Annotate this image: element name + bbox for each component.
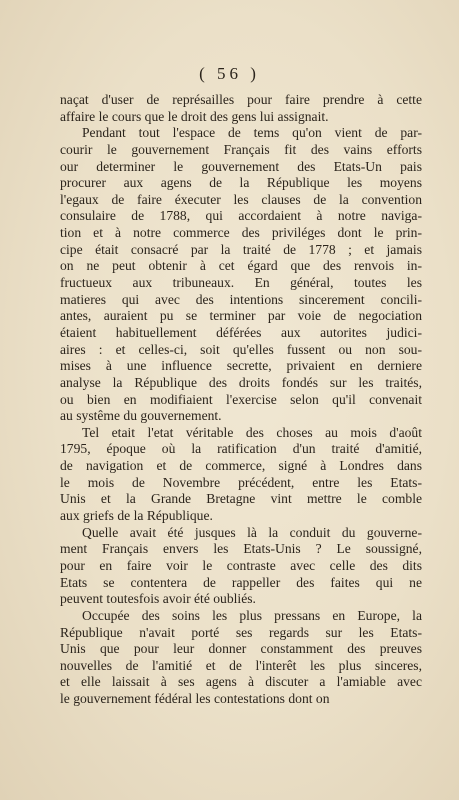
text-line: l'egaux de faire éxecuter les clauses de la convention [60,191,422,207]
text-line: peuvent toutesfois avoir été oubliés. [60,591,256,607]
paragraph [60,425,422,525]
text-line: courir le gouvernement Français fit des vains efforts [60,141,422,157]
text-line: pour en faire voir le contraste avec celle des dits [60,557,422,573]
text-line: République n'avait porté ses regards sur les Etats- [60,624,422,640]
paragraph [60,92,422,125]
text-line: matieres qui avec des intentions sincerement concili- [60,291,422,307]
text-line: tion et à notre commerce des priviléges dont le prin- [60,225,422,241]
text-line: le gouvernement fédéral les contestations dont on [60,691,330,707]
text-line: our determiner le gouvernement des Etats-Un pais [60,158,422,174]
text-line: procurer aux agens de la République les moyens [60,175,422,191]
paragraph [60,125,422,425]
text-line: et elle laissait à ses agens à discuter a l'amiable avec [60,674,422,690]
paragraph [60,525,422,608]
text-line: Quelle avait été jusques là la conduit du gouverne- [82,524,422,540]
text-line: cipe était consacré par la traité de 1778 ; et jamais [60,241,422,257]
text-line: aires : et celles-ci, soit qu'elles fussent ou non sou- [60,341,422,357]
paragraph [60,608,422,708]
text-line: Unis et la Grande Bretagne vint mettre le comble [60,491,422,507]
text-line: mises à une influence secrette, privaient en derniere [60,358,422,374]
text-line: Occupée des soins les plus pressans en Europe, la [82,607,422,623]
text-line: antes, auraient pu se terminer par voie de negociation [60,308,422,324]
text-line: de navigation et de commerce, signé à Londres dans [60,458,422,474]
text-line: Etats se contentera de rappeller des faites qui ne [60,574,422,590]
text-line: fructueux aux tribuneaux. En général, toutes les [60,275,422,291]
text-line: ou bien en modifiaient l'exercise selon qu'il convenait [60,391,422,407]
page-number: ( 56 ) [199,64,260,83]
text-line: analyse la République des droits fondés sur les traités, [60,374,422,390]
text-line: naçat d'user de représailles pour faire prendre à cette [60,92,422,107]
text-line: Pendant tout l'espace de tems qu'on vient de par- [82,125,422,141]
text-line: on ne peut obtenir à cet égard que des renvois in- [60,258,422,274]
text-line: étaient habituellement déférées aux autorites judici- [60,324,422,340]
text-line: nouvelles de l'amitié et de l'interêt les plus sinceres, [60,657,422,673]
text-line: Unis que pour leur donner constamment des preuves [60,641,422,657]
text-line: au systême du gouvernement. [60,408,222,424]
text-line: Tel etait l'etat véritable des choses au mois d'août [82,424,422,440]
text-line: consulaire de 1788, qui accordaient à notre naviga- [60,208,422,224]
text-line: affaire le cours que le droit des gens lui assignait. [60,108,329,124]
page-text [60,92,422,708]
text-line: 1795, époque où la ratification d'un traité d'amitié, [60,441,422,457]
text-line: le mois de Novembre précédent, entre les Etats- [60,474,422,490]
text-line: aux griefs de la République. [60,508,213,524]
text-line: ment Français envers les Etats-Unis ? Le soussigné, [60,541,422,557]
